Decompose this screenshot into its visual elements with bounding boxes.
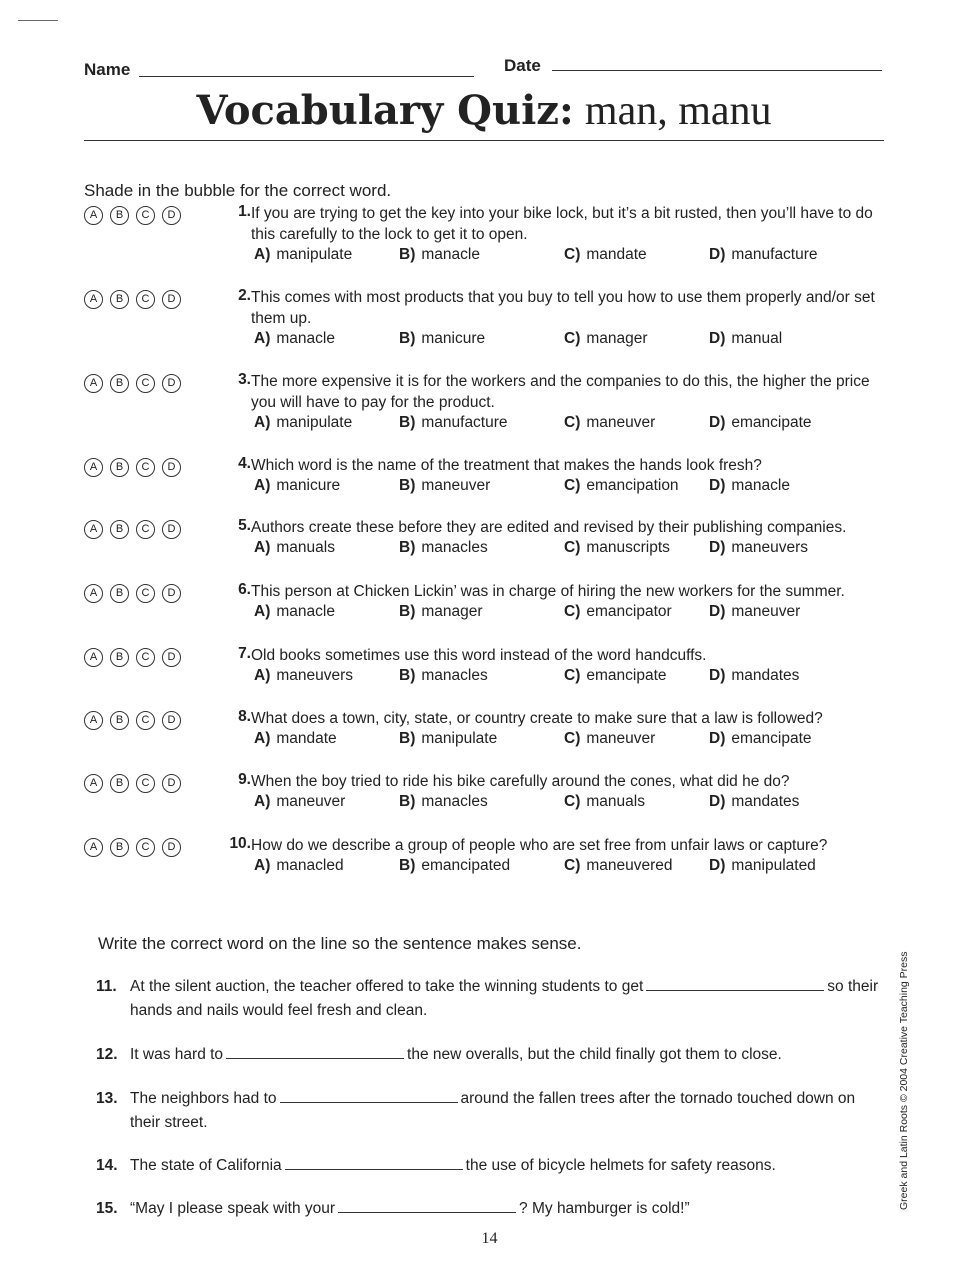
instructions-bubble: Shade in the bubble for the correct word.	[84, 181, 392, 200]
answer-bubble-a[interactable]: A	[84, 774, 103, 793]
option-letter: D)	[709, 603, 726, 620]
answer-bubble-c[interactable]: C	[136, 374, 155, 393]
answer-bubble-b[interactable]: B	[110, 774, 129, 793]
answer-bubble-d[interactable]: D	[162, 374, 181, 393]
answer-bubble-a[interactable]: A	[84, 838, 103, 857]
answer-bubble-d[interactable]: D	[162, 774, 181, 793]
question-text: When the boy tried to ride his bike carefully around the cones, what did he do?	[251, 773, 790, 790]
answer-bubble-b[interactable]: B	[110, 520, 129, 539]
answer-option	[709, 330, 782, 348]
answer-bubble-b[interactable]: B	[110, 206, 129, 225]
fill-in-sentence	[130, 1154, 880, 1178]
option-word: manipulate	[276, 246, 353, 263]
answer-option	[399, 539, 488, 557]
sentence-before: “May I please speak with your	[130, 1200, 336, 1217]
question-item	[84, 455, 884, 525]
title-roots: man, manu	[584, 88, 772, 134]
answer-bubble-a[interactable]: A	[84, 584, 103, 603]
answer-options	[254, 793, 884, 815]
answer-blank[interactable]	[646, 976, 824, 991]
scan-corner-mark	[18, 20, 58, 21]
option-letter: D)	[709, 539, 726, 556]
option-word: manipulate	[276, 414, 353, 431]
option-letter: A)	[254, 539, 271, 556]
answer-option	[254, 730, 337, 748]
option-letter: C)	[564, 603, 581, 620]
answer-bubble-b[interactable]: B	[110, 374, 129, 393]
option-word: maneuvers	[276, 667, 354, 684]
option-letter: B)	[399, 603, 416, 620]
option-letter: A)	[254, 857, 271, 874]
option-word: mandates	[731, 793, 800, 810]
answer-option	[399, 477, 490, 495]
answer-option	[254, 414, 352, 432]
question-text: How do we describe a group of people who are set free from unfair laws or capture?	[251, 837, 828, 854]
option-letter: B)	[399, 667, 416, 684]
answer-bubble-d[interactable]: D	[162, 520, 181, 539]
answer-option	[399, 857, 510, 875]
answer-option	[709, 793, 799, 811]
option-word: maneuver	[586, 730, 656, 747]
answer-bubble-d[interactable]: D	[162, 584, 181, 603]
answer-bubble-d[interactable]: D	[162, 711, 181, 730]
option-word: emancipate	[731, 730, 812, 747]
question-text: If you are trying to get the key into your bike lock, but it’s a bit rusted, then you’ll have to do this carefully to the lock to get it to open.	[251, 205, 873, 243]
option-letter: B)	[399, 539, 416, 556]
fill-in-number: 12.	[96, 1046, 118, 1063]
answer-option	[399, 603, 483, 621]
answer-option	[709, 667, 799, 685]
answer-bubble-c[interactable]: C	[136, 206, 155, 225]
fill-in-sentence	[130, 1087, 880, 1135]
answer-options	[254, 539, 884, 561]
fill-in-number: 15.	[96, 1200, 118, 1217]
question-item	[84, 708, 884, 778]
answer-option	[709, 539, 808, 557]
option-letter: B)	[399, 414, 416, 431]
answer-bubble-b[interactable]: B	[110, 648, 129, 667]
answer-option	[564, 414, 655, 432]
option-word: manacle	[276, 603, 335, 620]
answer-bubbles	[84, 648, 181, 667]
answer-option	[709, 603, 800, 621]
option-word: manuals	[586, 793, 645, 810]
option-word: manuals	[276, 539, 335, 556]
question-number: 8.	[238, 708, 251, 725]
answer-option	[564, 667, 667, 685]
option-word: emancipator	[586, 603, 672, 620]
question-number: 2.	[238, 287, 251, 304]
option-word: mandate	[276, 730, 337, 747]
answer-options	[254, 857, 884, 879]
fill-in-number: 14.	[96, 1157, 118, 1174]
option-word: emancipation	[586, 477, 679, 494]
answer-option	[254, 793, 345, 811]
answer-bubbles	[84, 584, 181, 603]
option-word: manacles	[421, 539, 488, 556]
answer-bubble-c[interactable]: C	[136, 458, 155, 477]
answer-option	[564, 857, 673, 875]
option-word: manuscripts	[586, 539, 670, 556]
fill-in-item	[96, 1087, 886, 1137]
answer-bubble-c[interactable]: C	[136, 838, 155, 857]
option-letter: B)	[399, 477, 416, 494]
option-word: manufacture	[421, 414, 508, 431]
answer-bubble-b[interactable]: B	[110, 838, 129, 857]
option-word: manager	[586, 330, 648, 347]
answer-bubble-d[interactable]: D	[162, 290, 181, 309]
answer-option	[399, 414, 508, 432]
answer-bubble-a[interactable]: A	[84, 458, 103, 477]
answer-bubbles	[84, 838, 181, 857]
option-word: manipulated	[731, 857, 816, 874]
option-word: maneuvers	[731, 539, 809, 556]
answer-option	[254, 667, 353, 685]
option-word: manicure	[421, 330, 486, 347]
option-letter: D)	[709, 246, 726, 263]
question-text: Which word is the name of the treatment that makes the hands look fresh?	[251, 457, 762, 474]
answer-option	[564, 330, 648, 348]
answer-option	[254, 246, 352, 264]
answer-bubble-c[interactable]: C	[136, 290, 155, 309]
question-item	[84, 517, 884, 587]
option-letter: D)	[709, 857, 726, 874]
header	[84, 56, 884, 84]
option-letter: A)	[254, 477, 271, 494]
answer-bubble-b[interactable]: B	[110, 290, 129, 309]
option-word: emancipate	[586, 667, 667, 684]
option-letter: D)	[709, 330, 726, 347]
answer-bubble-b[interactable]: B	[110, 458, 129, 477]
option-letter: A)	[254, 414, 271, 431]
question-number: 10.	[229, 835, 251, 852]
option-word: manacles	[421, 793, 488, 810]
answer-option	[564, 477, 679, 495]
sentence-after: around the fallen trees after the tornado touched down on their street.	[130, 1090, 856, 1131]
option-letter: C)	[564, 857, 581, 874]
answer-option	[709, 730, 812, 748]
sentence-after: so their hands and nails would feel fresh and clean.	[130, 978, 879, 1019]
option-letter: A)	[254, 793, 271, 810]
answer-option	[254, 603, 335, 621]
answer-bubbles	[84, 711, 181, 730]
fill-in-sentence	[130, 975, 880, 1023]
answer-bubbles	[84, 774, 181, 793]
option-letter: A)	[254, 246, 271, 263]
answer-bubble-a[interactable]: A	[84, 290, 103, 309]
answer-option	[709, 477, 790, 495]
fill-in-number: 11.	[96, 978, 117, 995]
option-word: maneuver	[731, 603, 801, 620]
option-word: emancipated	[421, 857, 511, 874]
option-letter: A)	[254, 330, 271, 347]
option-word: mandate	[586, 246, 647, 263]
question-number: 5.	[238, 517, 251, 534]
question-item	[84, 835, 884, 905]
answer-bubble-a[interactable]: A	[84, 374, 103, 393]
answer-option	[399, 246, 480, 264]
answer-bubble-d[interactable]: D	[162, 648, 181, 667]
option-letter: C)	[564, 477, 581, 494]
question-number: 1.	[238, 203, 251, 220]
option-letter: D)	[709, 414, 726, 431]
answer-option	[254, 857, 344, 875]
answer-options	[254, 603, 884, 625]
option-letter: C)	[564, 793, 581, 810]
option-word: manicure	[276, 477, 341, 494]
question-text: Authors create these before they are edited and revised by their publishing companies.	[251, 519, 847, 536]
sentence-before: At the silent auction, the teacher offered to take the winning students to get	[130, 978, 644, 995]
question-item	[84, 581, 884, 651]
option-letter: C)	[564, 667, 581, 684]
answer-option	[399, 330, 485, 348]
answer-blank[interactable]	[338, 1198, 516, 1213]
answer-options	[254, 730, 884, 752]
option-word: manual	[731, 330, 783, 347]
answer-bubble-c[interactable]: C	[136, 711, 155, 730]
option-word: maneuver	[586, 414, 656, 431]
answer-bubble-b[interactable]: B	[110, 711, 129, 730]
answer-blank[interactable]	[280, 1088, 458, 1103]
fill-in-number: 13.	[96, 1090, 118, 1107]
option-word: maneuver	[421, 477, 491, 494]
title-divider	[84, 140, 884, 141]
answer-bubbles	[84, 206, 181, 225]
option-word: manager	[421, 603, 483, 620]
sentence-after: the use of bicycle helmets for safety reasons.	[465, 1157, 776, 1174]
question-number: 9.	[238, 771, 251, 788]
option-letter: D)	[709, 730, 726, 747]
page-number: 14	[481, 1230, 498, 1247]
sentence-before: The neighbors had to	[130, 1090, 277, 1107]
page-title	[84, 84, 884, 138]
question-text: The more expensive it is for the workers and the companies to do this, the higher the price you will have to pay for the product.	[251, 373, 870, 411]
option-letter: B)	[399, 793, 416, 810]
side-credit: Greek and Latin Roots © 2004 Creative Teaching Press	[898, 951, 910, 1210]
option-letter: B)	[399, 246, 416, 263]
question-number: 7.	[238, 645, 251, 662]
question-item	[84, 645, 884, 715]
option-word: manacle	[421, 246, 480, 263]
answer-option	[709, 414, 812, 432]
option-letter: C)	[564, 330, 581, 347]
option-letter: C)	[564, 730, 581, 747]
instructions-fill-in: Write the correct word on the line so the sentence makes sense.	[98, 934, 582, 953]
fill-in-item	[96, 1043, 886, 1093]
answer-bubble-d[interactable]: D	[162, 838, 181, 857]
answer-bubble-a[interactable]: A	[84, 648, 103, 667]
option-letter: C)	[564, 246, 581, 263]
question-item	[84, 371, 884, 441]
answer-option	[254, 330, 335, 348]
answer-bubble-a[interactable]: A	[84, 711, 103, 730]
answer-bubble-c[interactable]: C	[136, 648, 155, 667]
option-letter: A)	[254, 603, 271, 620]
question-item	[84, 287, 884, 357]
answer-bubbles	[84, 374, 181, 393]
option-word: mandates	[731, 667, 800, 684]
sentence-before: It was hard to	[130, 1046, 224, 1063]
answer-option	[254, 539, 335, 557]
answer-option	[399, 730, 497, 748]
date-label: Date	[504, 56, 541, 75]
question-text: What does a town, city, state, or country create to make sure that a law is followed?	[251, 710, 823, 727]
option-letter: A)	[254, 667, 271, 684]
option-letter: A)	[254, 730, 271, 747]
option-letter: D)	[709, 477, 726, 494]
answer-option	[709, 857, 816, 875]
answer-bubble-a[interactable]: A	[84, 520, 103, 539]
option-word: maneuvered	[586, 857, 673, 874]
question-text: Old books sometimes use this word instead of the word handcuffs.	[251, 647, 707, 664]
question-number: 3.	[238, 371, 251, 388]
answer-bubble-b[interactable]: B	[110, 584, 129, 603]
sentence-after: the new overalls, but the child finally got them to close.	[407, 1046, 782, 1063]
question-number: 4.	[238, 455, 251, 472]
fill-in-sentence	[130, 1197, 880, 1221]
option-letter: C)	[564, 539, 581, 556]
option-word: manacle	[731, 477, 790, 494]
answer-bubbles	[84, 458, 181, 477]
option-word: manacle	[276, 330, 335, 347]
answer-option	[564, 539, 670, 557]
question-item	[84, 203, 884, 273]
fill-in-sentence	[130, 1043, 880, 1067]
option-word: manufacture	[731, 246, 818, 263]
option-letter: C)	[564, 414, 581, 431]
option-word: manacles	[421, 667, 488, 684]
option-word: manacled	[276, 857, 344, 874]
answer-options	[254, 414, 884, 436]
question-text: This person at Chicken Lickin’ was in charge of hiring the new workers for the summer.	[251, 583, 845, 600]
answer-option	[564, 793, 645, 811]
question-number: 6.	[238, 581, 251, 598]
answer-bubble-d[interactable]: D	[162, 206, 181, 225]
date-field-line[interactable]	[552, 70, 882, 71]
option-word: emancipate	[731, 414, 812, 431]
name-field-line[interactable]	[139, 76, 474, 77]
question-item	[84, 771, 884, 841]
title-main: Vocabulary Quiz:	[196, 87, 574, 134]
answer-option	[399, 667, 488, 685]
answer-blank[interactable]	[285, 1155, 463, 1170]
option-word: manipulate	[421, 730, 498, 747]
option-letter: B)	[399, 857, 416, 874]
answer-bubble-d[interactable]: D	[162, 458, 181, 477]
option-word: maneuver	[276, 793, 346, 810]
answer-options	[254, 246, 884, 268]
answer-blank[interactable]	[226, 1044, 404, 1059]
fill-in-item	[96, 975, 886, 1025]
answer-options	[254, 667, 884, 689]
answer-option	[564, 603, 672, 621]
option-letter: B)	[399, 330, 416, 347]
answer-bubble-c[interactable]: C	[136, 774, 155, 793]
answer-bubble-c[interactable]: C	[136, 520, 155, 539]
option-letter: D)	[709, 793, 726, 810]
answer-bubbles	[84, 290, 181, 309]
answer-option	[709, 246, 818, 264]
answer-bubble-c[interactable]: C	[136, 584, 155, 603]
answer-options	[254, 477, 884, 499]
answer-option	[399, 793, 488, 811]
answer-option	[254, 477, 340, 495]
option-letter: D)	[709, 667, 726, 684]
sentence-after: ? My hamburger is cold!”	[519, 1200, 690, 1217]
answer-bubbles	[84, 520, 181, 539]
answer-options	[254, 330, 884, 352]
answer-bubble-a[interactable]: A	[84, 206, 103, 225]
sentence-before: The state of California	[130, 1157, 282, 1174]
option-letter: B)	[399, 730, 416, 747]
answer-option	[564, 730, 655, 748]
name-label: Name	[84, 60, 131, 79]
answer-option	[564, 246, 647, 264]
question-text: This comes with most products that you buy to tell you how to use them properly and/or set them up.	[251, 289, 875, 327]
